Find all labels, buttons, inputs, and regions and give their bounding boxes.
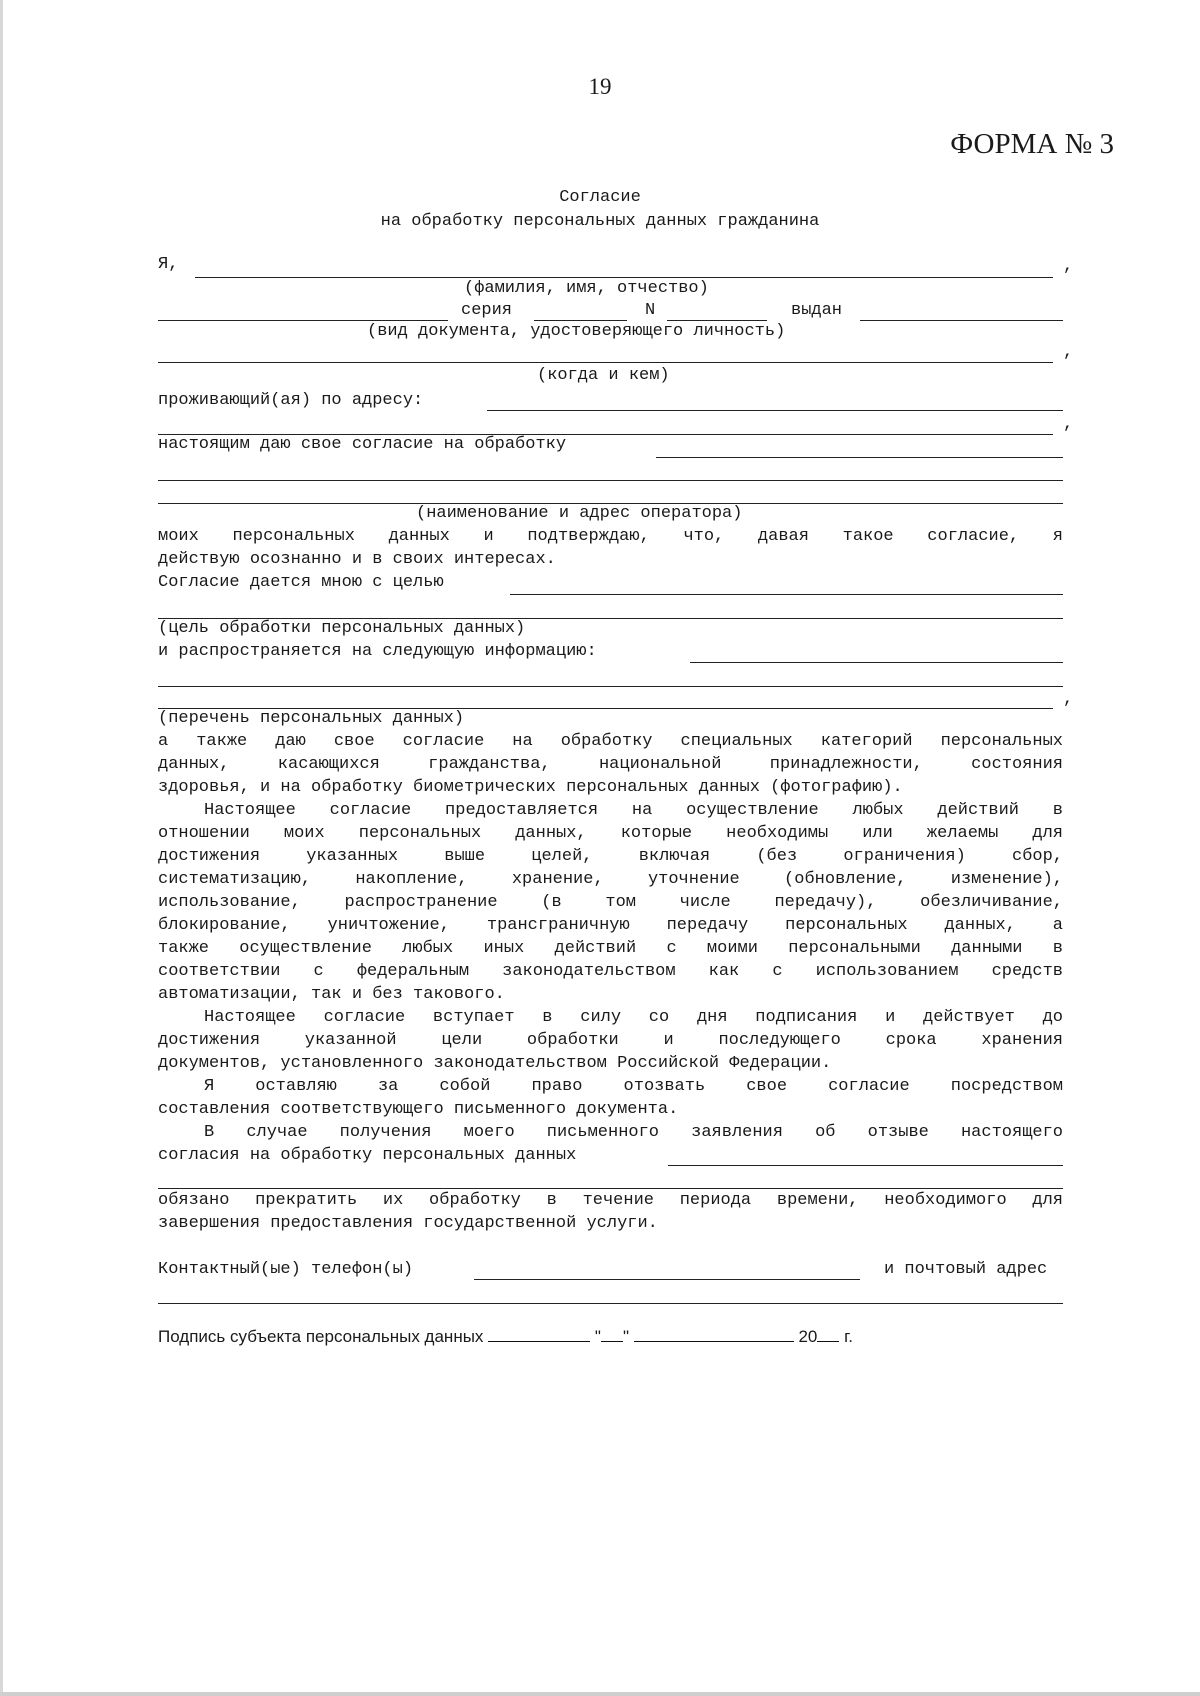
form-number: ФОРМА № 3 xyxy=(950,128,1114,160)
operator-field-2[interactable] xyxy=(158,480,1063,481)
paragraph-line: соответствии с федеральным законодательством как с использованием средств xyxy=(158,962,1063,981)
phone-label: Контактный(ые) телефон(ы) xyxy=(158,1260,414,1279)
i-label: Я, xyxy=(158,255,179,274)
paragraph-line: В случае получения моего письменного заявления об отзыве настоящего xyxy=(204,1123,1063,1142)
purpose-field[interactable] xyxy=(510,594,1063,595)
postal-label: и почтовый адрес xyxy=(884,1260,1048,1279)
comma: , xyxy=(1063,257,1074,276)
withdraw-operator-field[interactable] xyxy=(668,1165,1063,1166)
info-label: и распространяется на следующую информацию: xyxy=(158,642,597,661)
paragraph-line: завершения предоставления государственной услуги. xyxy=(158,1214,658,1233)
address-label: проживающий(ая) по адресу: xyxy=(158,391,424,410)
day-field[interactable] xyxy=(601,1325,623,1342)
paragraph-line: моих персональных данных и подтверждаю, что, давая такое согласие, я xyxy=(158,527,1063,546)
scan-edge xyxy=(0,1692,1200,1696)
issued-label: выдан xyxy=(791,301,843,320)
signature-label: Подпись субъекта персональных данных xyxy=(158,1327,484,1346)
paragraph-line: а также даю свое согласие на обработку специальных категорий персональных xyxy=(158,732,1063,751)
signature-line xyxy=(158,1325,853,1348)
paragraph-line: отношении моих персональных данных, которые необходимы или желаемы для xyxy=(158,824,1063,843)
info-field[interactable] xyxy=(690,662,1063,663)
document-subtitle: на обработку персональных данных гражданина xyxy=(380,212,820,231)
paragraph-line: действую осознанно и в своих интересах. xyxy=(158,550,556,569)
paragraph-line: данных, касающихся гражданства, национальной принадлежности, состояния xyxy=(158,755,1063,774)
comma: , xyxy=(1063,415,1074,434)
quote-open: " xyxy=(594,1327,601,1346)
paragraph-line: обязано прекратить их обработку в течение периода времени, необходимого для xyxy=(158,1191,1063,1210)
address-field[interactable] xyxy=(487,410,1063,411)
year-prefix: 20 xyxy=(798,1327,818,1346)
fio-caption: (фамилия, имя, отчество) xyxy=(464,279,709,298)
operator-caption: (наименование и адрес оператора) xyxy=(416,504,743,523)
signature-field[interactable] xyxy=(488,1325,590,1342)
comma: , xyxy=(1063,343,1074,362)
series-label: серия xyxy=(461,301,513,320)
page-number: 19 xyxy=(588,74,612,99)
withdraw-label: согласия на обработку персональных данных xyxy=(158,1146,577,1165)
paragraph-line: документов, установленного законодательством Российской Федерации. xyxy=(158,1054,832,1073)
info-field-2[interactable] xyxy=(158,686,1063,687)
purpose-caption: (цель обработки персональных данных) xyxy=(158,619,526,638)
year-suffix: г. xyxy=(844,1327,853,1346)
when-who-field[interactable] xyxy=(158,362,1053,363)
withdraw-operator-field-2[interactable] xyxy=(158,1188,1063,1189)
issued-field[interactable] xyxy=(860,320,1063,321)
paragraph-line: составления соответствующего письменного документа. xyxy=(158,1100,679,1119)
paragraph-line: блокирование, уничтожение, трансграничную передачу персональных данных, а xyxy=(158,916,1063,935)
paragraph-line: систематизацию, накопление, хранение, уточнение (обновление, изменение), xyxy=(158,870,1063,889)
paragraph-line: Настоящее согласие вступает в силу со дня подписания и действует до xyxy=(204,1008,1063,1027)
when-who-caption: (когда и кем) xyxy=(537,366,670,385)
quote-close: " xyxy=(622,1327,629,1346)
paragraph-line: автоматизации, так и без такового. xyxy=(158,985,505,1004)
scan-edge xyxy=(0,0,3,1696)
number-label: N xyxy=(645,301,656,320)
paragraph-line: также осуществление любых иных действий с моими персональными данными в xyxy=(158,939,1063,958)
paragraph-line: достижения указанных выше целей, включая (без ограничения) сбор, xyxy=(158,847,1063,866)
operator-field[interactable] xyxy=(656,457,1063,458)
comma: , xyxy=(1063,690,1074,709)
phone-field[interactable] xyxy=(474,1279,860,1280)
month-field[interactable] xyxy=(634,1325,794,1342)
paragraph-line: Я оставляю за собой право отозвать свое согласие посредством xyxy=(204,1077,1063,1096)
paragraph-line: Настоящее согласие предоставляется на осуществление любых действий в xyxy=(204,801,1063,820)
document-title: Согласие xyxy=(559,188,641,207)
purpose-label: Согласие дается мною с целью xyxy=(158,573,444,592)
postal-field[interactable] xyxy=(158,1303,1063,1304)
year-field[interactable] xyxy=(817,1325,839,1342)
paragraph-line: достижения указанной цели обработки и последующего срока хранения xyxy=(158,1031,1063,1050)
document-caption: (вид документа, удостоверяющего личность) xyxy=(367,322,786,341)
paragraph-line: использование, распространение (в том числе передачу), обезличивание, xyxy=(158,893,1063,912)
paragraph-line: здоровья, и на обработку биометрических персональных данных (фотографию). xyxy=(158,778,903,797)
list-caption: (перечень персональных данных) xyxy=(158,709,465,728)
consent-label: настоящим даю свое согласие на обработку xyxy=(158,435,567,454)
